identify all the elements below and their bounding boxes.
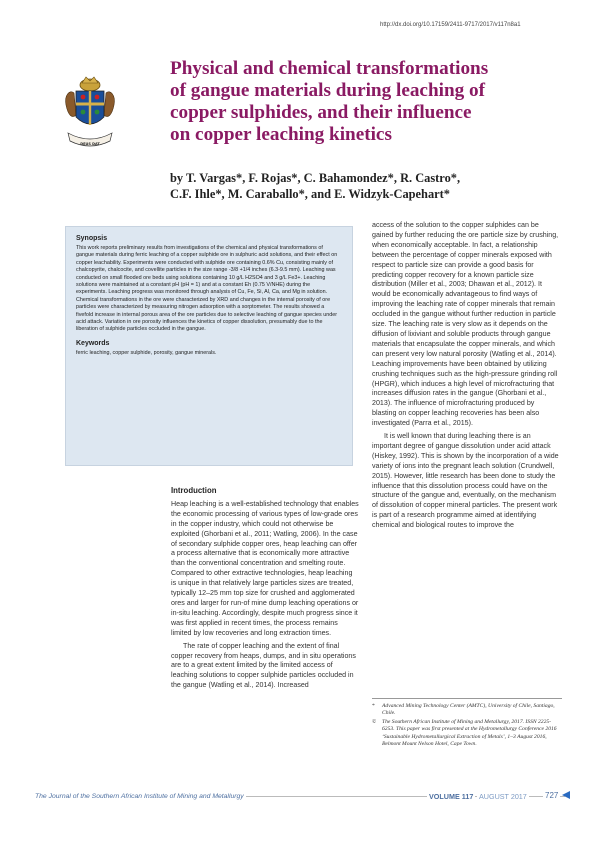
paper-title [170,58,580,146]
keywords-text: ferric leaching, copper sulphide, porosity, gangue minerals. [76,349,217,356]
synopsis-text: This work reports preliminary results from investigations of the chemical and physical transformations of gangue materials during ferric leaching of a copper sulphide ore in sulphuric acid solutions, and their effect on copper leachability. Experiments were conducted with sulphide ore containing 0.6% Cu, consisting mainly of chalcopyrite, chalcocite, and covellite particles in the size range -3/8 +1/4 inches (6.3-9.5 mm). Leaching was conducted on small flooded ore beds using solutions containing 10 g/L H2SO4 and 3 g/L Fe3+. Leaching solutions were maintained at a constant pH (pH = 1) and at a constant Eh (0.75 V/NHE) during the experiments. Leaching progress was monitored through analysis of Cu, Fe, Si, Al, Ca, and Mg in solution. Chemical transformations in the ore were characterized by XRD and changes in the internal porosity of ore particles were characterized by measuring nitrogen adsorption with a sorptometer. The results showed a fivefold increase in internal porous area of the ore particles due to selective leaching of gangue species under acid attack. Variation in ore porosity influences the kinetics of copper dissolution, presumably due to the liberation of sulphide particles occluded in the gangue. [76,245,338,333]
introduction-column [171,486,359,691]
author-line: by T. Vargas*, F. Rojas*, C. Bahamondez*, R. Castro*, [170,171,461,185]
footnote-text: The Southern African Institute of Mining and Metallurgy, 2017. ISSN 2225-6253. This paper was first presented at the Hydrometallurgy Conference 2016 ‘Sustainable Hydrometallurgical Extraction of Metals’, 1–3 August 2016, Belmont Mount Nelson Hotel, Cape Town. [382,718,557,748]
intro-paragraph: Heap leaching is a well-established technology that enables the economic processing of various types of low-grade ores in the copper industry, which could not otherwise be exploited (Ghorbani et al., 2011; Watling, 2006). In the case of secondary sulphide copper ores, heap leaching can offer a process alternative that is economically more attractive than the conventional concentration and smelting route. Compared to other extractive technologies, heap leaching is unique in that relatively large particles sizes are treated, typically 12–25 mm top size for crushed and agglomerated ores and larger for run-of mine dump leaching operations or in-situ leaching. Accordingly, despite much progress since it was first applied in recent times, the process remains limited by low recoveries and long extraction times. [171,499,359,637]
footnote-mark: © [372,718,377,725]
doi-link[interactable]: http://dx.doi.org/10.17159/2411-9717/2017/v117n8a1 [380,22,521,28]
author-line: C.F. Ihle*, M. Caraballo*, and E. Widzyk-Capehart* [170,187,450,201]
footnote-item [372,703,562,718]
title-line: of gangue materials during leaching of [170,80,485,101]
footnote-text: Advanced Mining Technology Center (AMTC), University of Chile, Santiago, Chile. [382,703,555,717]
footnote-divider [372,698,562,699]
keywords-heading: Keywords [76,339,110,347]
synopsis-box [65,226,353,466]
page-arrow-icon[interactable] [562,791,570,799]
intro-paragraph: The rate of copper leaching and the extent of final copper recovery from heaps, dumps, and in situ operations are to a great extent limited by the limited access of leaching solutions to copper sulphide particles occluded in the gangue (Watling et al., 2014). Increased [171,641,356,690]
title-line: on copper leaching kinetics [170,124,392,145]
footer-journal-name: The Journal of the Southern African Institute of Mining and Metallurgy [35,793,244,800]
body-paragraph: It is well known that during leaching there is an important degree of gangue dissolution under acid attack (Hiskey, 1992). This is shown by the incorporation of a wide variety of ions into the pregnant leach solution (Crundwell, 2015). However, little research has been done to study the influence that this dissolution process could have on the structure of the gangue and, eventually, on the mechanism of dissolution of copper mineral particles. The present work is part of a research programme aimed at identifying chemical and biological routes to improve the [372,432,559,530]
synopsis-heading: Synopsis [76,235,108,242]
right-column [372,221,560,531]
title-line: copper sulphides, and their influence [170,102,472,123]
footnote-item [372,719,562,749]
footer-page-number: 727 [545,791,559,800]
footnote-mark: * [372,703,375,709]
title-line: Physical and chemical transformations [170,58,489,79]
crest-motto: DEUS DAT [80,142,100,146]
footer-date: AUGUST 2017 [479,792,527,801]
body-paragraph: access of the solution to the copper sulphides can be gained by further reducing the ore particle size by crushing, when economically acceptable. In fact, a relationship between the percentage of copper minerals exposed with respect to particle size can provide a good basis for predicting copper recovery for a known particle size distribution (Miller et al., 2003; Dhawan et al., 2012). It would be economically advantageous to find ways of improving the leaching rate of copper minerals that remain occluded in the gangue without further reduction in particle size. The leaching rate is very slow as it depends on the diffusion of lixiviant and soluble products through gangue materials that encapsulate the copper minerals, and which can present very low natural porosity (Watling et al., 2014). Leaching improvements have been obtained by utilizing crushing techniques such as the high-pressure grinding roll (HPGR), which induces a high level of microfracturing that increases diffusion rates in the gangue (Ghorbani et al., 2013). The influence of microfracturing produced by blasting on copper leaching recoveries has been also investigated (Parra et al., 2015). [372,221,559,428]
footnotes [372,703,562,749]
footer-volume: VOLUME 117 [429,792,474,801]
introduction-heading: Introduction [171,486,217,495]
author-list [170,170,590,202]
